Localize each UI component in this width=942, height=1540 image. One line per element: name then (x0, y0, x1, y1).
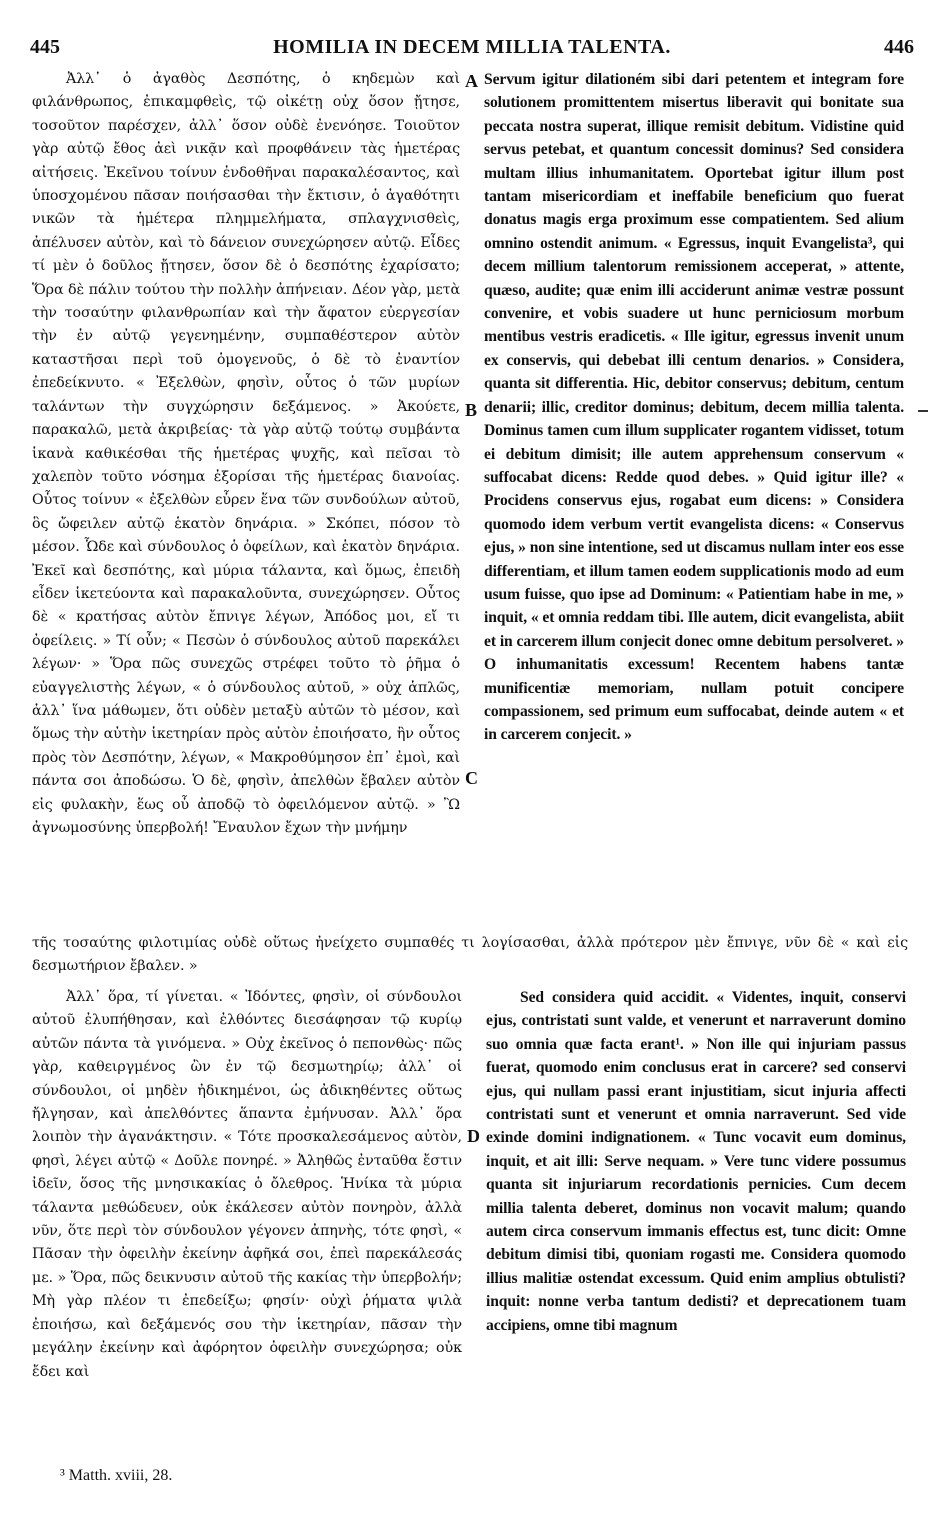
page-number-left: 445 (30, 36, 60, 58)
latin-text-bottom: Sed considera quid accidit. « Videntes, inquit, conservi ejus, contristati sunt valde, et venerunt et narraverunt domino suo omnia quæ facta erant¹. » Non ille qui injuriam passus fuerat, quomodo enim conclusus erat in carcere? sed conservi ejus, qui nullam passi erant injustitiam, sicut injuria affecti contristati sunt et venerunt et omnia narraverunt. Sed vide exinde domini indignationem. « Tunc vocavit eum dominus, inquit, et ait illi: Serve nequam. » Vere tunc videre possumus quanta sit injuriarum recordationis pernicies. Cum decem millia talenta deberet, dominus non vocavit malum; quando autem circa conservum immanis effectus est, tunc dicit: Omne debitum dimisi tibi, quoniam rogasti me. Considera quomodo illius malitiæ ostendat excessum. Quid enim amplius obtulisti? inquit: nonne verba tantum dedisti? et deprecationem tuam accipiens, omne tibi magnum (486, 989, 906, 1334)
margin-dash (918, 410, 928, 412)
greek-text-bottom: Ἀλλ᾽ ὅρα, τί γίνεται. « Ἰδόντες, φησὶν, οἱ σύνδουλοι αὐτοῦ ἐλυπήθησαν, καὶ ἐλθόντες διεσάφησαν τῷ κυρίῳ αὐτῶν πάντα τὰ γινόμενα. » Οὐχ ἐκεῖνος ὁ πεπονθὼς· πῶς γὰρ, καθειργμένος ὢν ἐν τῷ δεσμωτηρίῳ; ἀλλ᾽ οἱ σύνδουλοι, οἱ μηδὲν ἠδικημένοι, ὡς ἀδικηθέντες οὕτως ἤλγησαν, καὶ ἀπελθόντες ἅπαντα ἐμήνυσαν. Ἀλλ᾽ ὅρα λοιπὸν τὴν ἀγανάκτησιν. « Τότε προσκαλεσάμενος αὐτὸν, φησὶ, λέγει αὐτῷ « Δοῦλε πονηρέ. » Ἀληθῶς ἐνταῦθα ἔστιν ἰδεῖν, ὅσος τῆς μνησικακίας ὁ ὄλεθρος. Ἡνίκα τὰ μύρια τάλαντα μεθώδευεν, οὐκ ἐκάλεσεν αὐτὸν πονηρὸν, ἀλλὰ νῦν, ὅτε περὶ τὸν σύνδουλον γέγονεν ἀπηνὴς, τότε φησὶ, « Πᾶσαν τὴν ὀφειλὴν ἐκείνην ἀφῆκά σοι, ἐπεὶ παρεκάλεσάς με. » Ὅρα, πῶς δεικνυσιν αὐτοῦ τῆς κακίας τὴν ὑπερβολήν; Μὴ γὰρ πλέον τι ἐπεδείξω; φησίν· οὐχὶ ῥήματα ψιλὰ ἐποιήσω, καὶ δεξάμενός σου τὴν ἱκετηρίαν, πᾶσαν τὴν μεγάλην ἐκείνην καὶ ἀφόρητον ὀφειλὴν συνεχώρησα; οὐκ ἔδει καὶ (32, 989, 462, 1380)
margin-letter-d: D (467, 1126, 480, 1146)
margin-letter-b: B (465, 400, 478, 420)
greek-column-top (32, 68, 460, 840)
margin-letter-c: C (465, 768, 478, 788)
margin-letter-a: A (465, 71, 478, 91)
greek-text-span: τῆς τοσαύτης φιλοτιμίας οὐδὲ οὕτως ἠνείχετο συμπαθές τι λογίσασθαι, ἀλλὰ πρότερον μὲν ἔπνιγε, νῦν δὲ « καὶ εἰς δεσμωτήριον ἔβαλεν. » (32, 935, 908, 975)
latin-column-top (484, 68, 904, 747)
running-title: HOMILIA IN DECEM MILLIA TALENTA. (273, 36, 671, 58)
footnote: ³ Matth. xviii, 28. (60, 1467, 173, 1484)
latin-text-top: Servum igitur dilationém sibi dari petentem et integram fore solutionem promittentem misertus liberavit qui bonitate sua peccata nostra superat, illique remisit debitum. Vidistine quid servus petebat, et quantum concessit dominus? Sed considera multam illius inhumanitatem. Oportebat igitur illum post tantam misericordiam et ineffabile beneficium quo fuerat donatus magis erga proximum esse compatientem. Sed alium omnino ostendit animum. « Egressus, inquit Evangelista³, qui decem millium talentorum remissionem acceperat, » attente, quæso, audite; quæ enim illi acciderunt animæ vestræ possunt convenire, et vobis suadere ut hunc perniciosum morbum mentibus vestris eradicetis. « Ille igitur, egressus invenit unum ex conservis, qui debebat illi centum denarios. » Considera, quanta sit differentia. Hic, debitor conservus; debitum, centum denarii; illic, creditor dominus; debitum, decem millia talenta. Dominus tamen cum illum supplicater rogantem vidisset, totum ei debitum dimisit; ille autem apprehensum conservum « suffocabat dicens: Redde quod debes. » Quid igitur ille? « Procidens conservus ejus, rogabat eum dicens: » Considera quomodo idem verbum vertit evangelista dicens: « Conservus ejus, » non sine intentione, sed ut discamus nullam inter eos esse differentiam, et illum tamen eodem supplicationis modo ad eum usum fuisse, quo ipse ad Dominum: « Patientiam habe in me, » inquit, « et omnia reddam tibi. Ille autem, dicit evangelista, abiit et in carcerem illum conjecit donec omne debitum persolveret. » O inhumanitatis excessum! Recentem habens tantæ munificentiæ memoriam, nullam potuit concipere compassionem, sed primum eum suffocabat, deinde autem « et in carcerem conjecit. » (484, 71, 905, 744)
greek-column-bottom (32, 986, 462, 1384)
page-number-right: 446 (884, 36, 914, 58)
greek-text-top: Ἀλλ᾽ ὁ ἀγαθὸς Δεσπότης, ὁ κηδεμὼν καὶ φιλάνθρωπος, ἐπικαμφθεὶς, τῷ οἰκέτῃ οὐχ ὅσον ᾔτησε, τοσοῦτον παρέσχεν, ἀλλ᾽ ὅσον οὐδὲ ἐνενόησε. Τοιοῦτον γὰρ αὐτῷ ἔθος ἀεὶ νικᾷν καὶ προφθάνειν τὰς ἡμετέρας αἰτήσεις. Ἐκεῖνου τοίνυν ἐνδοθῆναι παρακαλέσαντος, καὶ ὑποσχομένου πᾶσαν ποιήσασθαι τὴν ἔκτισιν, ὁ ἀγαθότητι νικῶν τὰ ἡμέτερα πλημμελήματα, σπλαγχνισθεὶς, ἀπέλυσεν αὐτὸν, καὶ τὸ δάνειον συνεχώρησεν αὐτῷ. Εἶδες τί μὲν ὁ δοῦλος ᾔτησεν, ὅσον δὲ ὁ δεσπότης ἐχαρίσατο; Ὅρα δὲ πάλιν τούτου τὴν πολλὴν ἀπήνειαν. Δέον γὰρ, μετὰ τὴν τοσαύτην φιλανθρωπίαν καὶ τὴν ἄφατον εὐεργεσίαν τὴν ἐν αὐτῷ γεγενημένην, συμπαθέστερον αὐτὸν καταστῆσαι περὶ τοῦ ὁμογενοῦς, ὁ δὲ τὸ ἐναντίον ἐπεδείκνυτο. « Ἐξελθὼν, φησὶν, οὗτος ὁ τῶν μυρίων ταλάντων τὴν συγχώρησιν δεξάμενος. » Ἀκούετε, παρακαλῶ, μετὰ ἀκριβείας· τὰ γὰρ αὐτῷ τούτῳ συμβάντα ἱκανὰ καθικέσθαι τῆς ἡμετέρας ψυχῆς, καὶ πεῖσαι τὸ χαλεπὸν τοῦτο νόσημα ἐξορίσαι τῆς ἡμετέρας διανοίας. Οὗτος τοίνυν « ἐξελθὼν εὗρεν ἕνα τῶν συνδούλων αὐτοῦ, ὃς ὤφειλεν αὐτῷ ἑκατὸν δηνάρια. » Σκόπει, πόσον τὸ μέσον. Ὧδε καὶ σύνδουλος ὁ ὀφείλων, καὶ ἑκατὸν δηνάρια. Ἐκεῖ καὶ δεσπότης, καὶ μύρια τάλαντα, καὶ ὅμως, ἐπειδὴ εἶδεν ἱκετεύοντα καὶ παρακαλοῦντα, συνεχώρησεν. Οὗτος δὲ « κρατήσας αὐτὸν ἔπνιγε λέγων, Ἀπόδος μοι, εἴ τι ὀφείλεις. » Τί οὖν; « Πεσὼν ὁ σύνδουλος αὐτοῦ παρεκάλει λέγων· » Ὅρα πῶς συνεχῶς στρέφει τοῦτο τὸ ῥῆμα ὁ εὐαγγελιστὴς λέγων, « ὁ σύνδουλος αὐτοῦ, » οὐχ ἁπλῶς, ἀλλ᾽ ἵνα μάθωμεν, ὅτι οὐδὲν μεταξὺ αὐτῶν τὸ μέσον, καὶ ὅμως τὴν αὐτὴν ἱκετηρίαν πρὸς αὐτὸν ἐποιήσατο, ἣν οὗτος πρὸς τὸν Δεσπότην, λέγων, « Μακροθύμησον ἐπ᾽ ἐμοὶ, καὶ πάντα σοι ἀποδώσω. Ὁ δὲ, φησὶν, ἀπελθὼν ἔβαλεν αὐτὸν εἰς φυλακὴν, ἕως οὗ ἀποδῷ τὸ ὀφειλόμενον αὐτῷ. » Ὢ ἀγνωμοσύνης ὑπερβολή! Ἔναυλον ἔχων τὴν μνήμην (32, 71, 460, 836)
greek-spanning-line (32, 932, 908, 979)
latin-column-bottom (486, 986, 906, 1337)
page-header (30, 36, 914, 62)
